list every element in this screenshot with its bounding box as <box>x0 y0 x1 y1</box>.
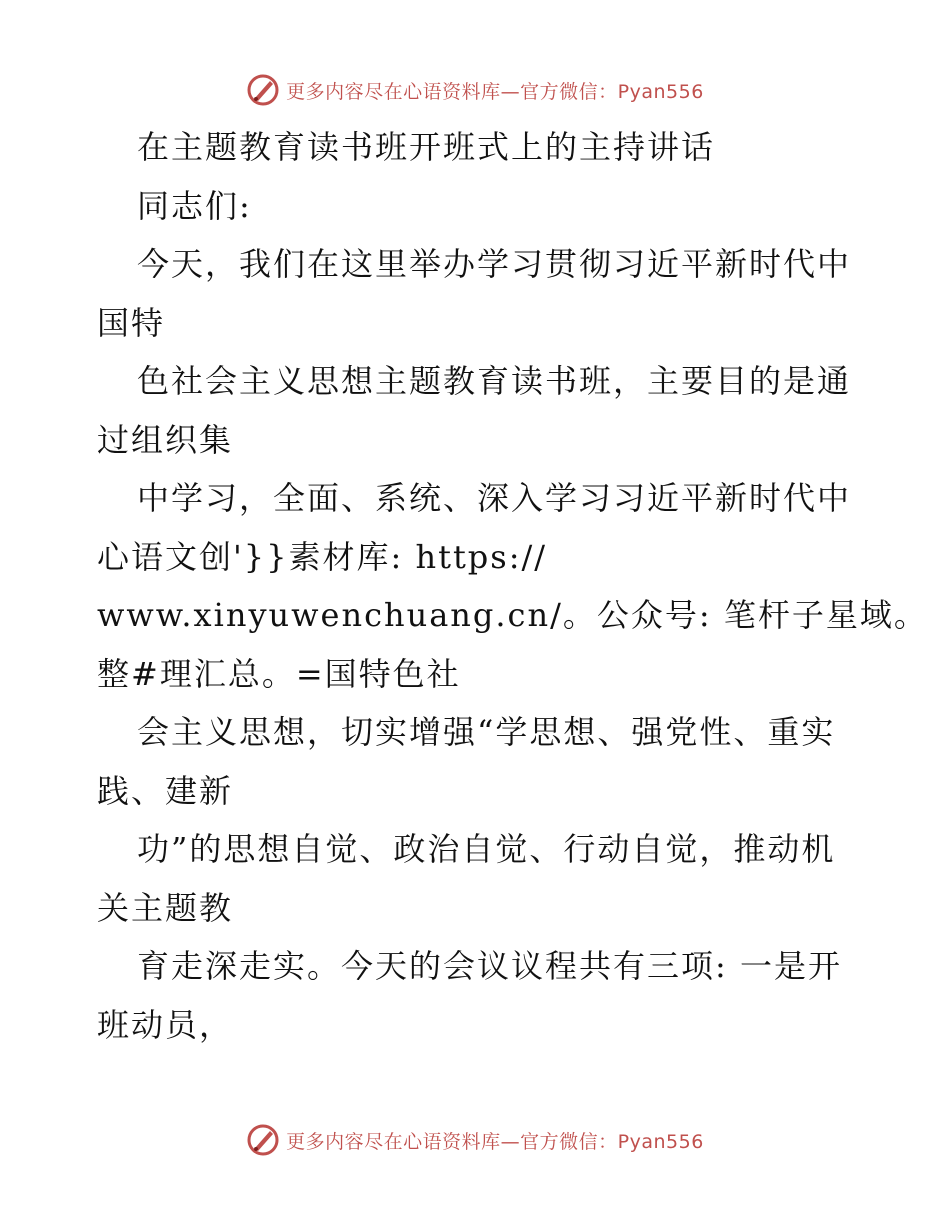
document-body <box>97 118 928 1054</box>
document-line: www.xinyuwenchuang.cn/。公众号: 笔杆子星域。 <box>97 596 928 634</box>
document-line: 今天，我们在这里举办学习贯彻习近平新时代中 <box>137 245 852 283</box>
footer-banner <box>0 1118 950 1162</box>
document-line: 在主题教育读书班开班式上的主持讲话 <box>137 128 716 166</box>
document-line: 功”的思想自觉、政治自觉、行动自觉，推动机 <box>137 830 836 868</box>
document-line: 班动员， <box>97 1005 234 1044</box>
document-line: 过组织集 <box>97 420 234 459</box>
document-line: 会主义思想，切实增强“学思想、强党性、重实 <box>137 713 836 751</box>
pen-logo-icon <box>246 73 280 107</box>
header-banner-text: 更多内容尽在心语资料库—官方微信：Pyan556 <box>286 80 704 103</box>
document-line: 育走深走实。今天的会议议程共有三项: 一是开 <box>137 947 842 985</box>
document-line: 同志们: <box>137 186 252 225</box>
document-line: 关主题教 <box>97 888 234 927</box>
document-line: 整#理汇总。=国特色社 <box>97 654 461 693</box>
document-line: 中学习，全面、系统、深入学习习近平新时代中 <box>137 479 852 517</box>
pen-logo-icon <box>246 1123 280 1157</box>
footer-banner-text: 更多内容尽在心语资料库—官方微信：Pyan556 <box>286 1130 704 1153</box>
document-line: 践、建新 <box>97 771 234 810</box>
document-line: 心语文创'}}素材库: https:// <box>97 537 548 576</box>
document-line: 色社会主义思想主题教育读书班，主要目的是通 <box>137 362 852 400</box>
document-line: 国特 <box>97 303 166 342</box>
header-banner <box>0 68 950 112</box>
